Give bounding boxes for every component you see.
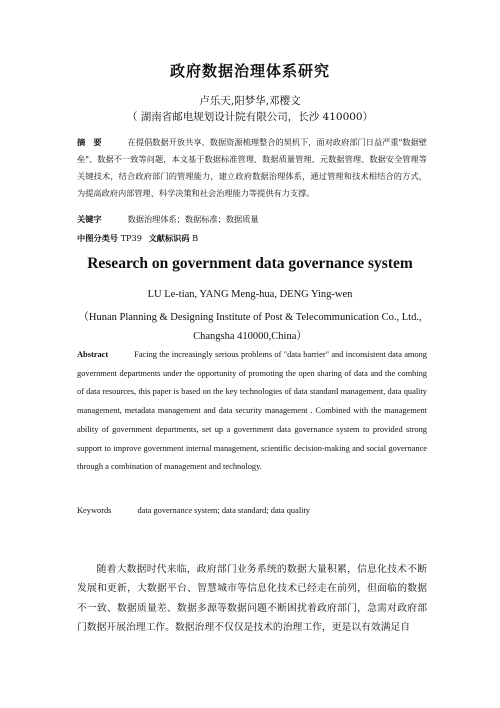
english-keywords: [77, 506, 310, 515]
english-abstract: [77, 346, 427, 477]
english-abstract-label: Abstract: [77, 350, 109, 359]
english-title: Research on government data governance system: [87, 255, 413, 272]
chinese-title: 政府数据治理体系研究: [169, 62, 330, 80]
class-number-value: TP39: [120, 233, 142, 243]
class-number-label: 中图分类号: [77, 233, 118, 243]
chinese-abstract-text: 在提倡数据开放共享、数据资源梳理整合的契机下，面对政府部门日益严重"数据壁垒"、数据不一致等问题，本文基于数据标准管理、数据质量管理、元数据管理、数据安全管理等关键技术，结合政府部门的管理能力，建立政府数据治理体系，通过管理和技术相结合的方式，为提高政府内部管理、科学决策和社会治理能力等提供有力支撑。: [77, 137, 427, 198]
doc-code-value: B: [192, 233, 199, 243]
english-keywords-label: Keywords: [77, 506, 112, 515]
chinese-keywords: [77, 214, 259, 225]
english-abstract-text: Facing the increasingly serious problems of "data barrier" and inconsistent data among government departments under the opportunity of promoting the open sharing of data and the combing of data resources, this paper is based on the key technologies of data standard management, data quality management, metadata management and data security management . Combined with the management ability of government departments, set up a government data governance system to provided strong support to improve government internal management, scientific decision-making and social governance through a combination of management and technology.: [77, 350, 427, 472]
english-authors: LU Le-tian, YANG Meng-hua, DENG Ying-wen: [147, 289, 353, 300]
body-paragraph: 随着大数据时代来临，政府部门业务系统的数据大量积累，信息化技术不断发展和更新，大数据平台、智慧城市等信息化技术已经走在前列，但面临的数据不一致、数据质量差、数据多源等数据问题不断困扰着政府部门，急需对政府部门数据开展治理工作。数据治理不仅仅是技术的治理工作，更是以有效满足自: [77, 564, 427, 634]
chinese-affiliation: （ 湖南省邮电规划设计院有限公司，长沙 410000）: [126, 111, 374, 123]
english-affiliation-line2: Changsha 410000,China）: [193, 331, 307, 342]
chinese-keywords-text: 数据治理体系；数据标准；数据质量: [127, 214, 259, 224]
english-affiliation-line1: （Hunan Planning & Designing Institute of Post & Telecommunication Co., Ltd.,: [78, 312, 422, 323]
chinese-authors: 卢乐天,阳梦华,邓樱文: [199, 95, 301, 107]
english-keywords-text: data governance system; data standard; data quality: [137, 506, 310, 515]
doc-code-label: 文献标识码: [148, 233, 190, 243]
chinese-abstract: [77, 134, 427, 202]
chinese-abstract-label: 摘 要: [77, 137, 102, 147]
chinese-keywords-label: 关键字: [77, 214, 102, 224]
classification-line: [77, 233, 198, 244]
